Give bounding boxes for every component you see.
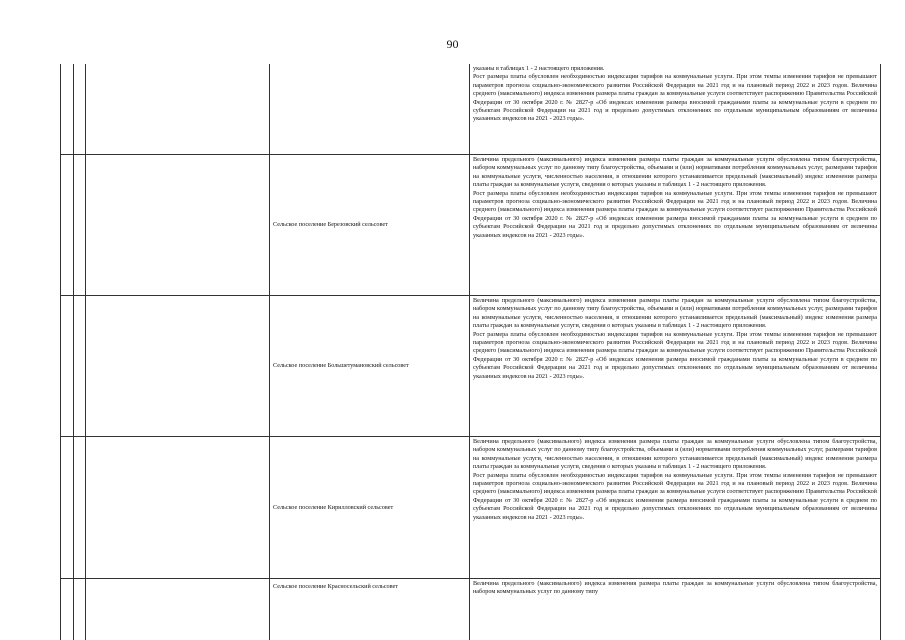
limit-index-text: Величина предельного (максимального) индекса изменения размера платы граждан за коммунальные услуги обусловлена типом благоустройства, набором коммунальных услуг по данному типу благоустройства, объемами и (или) нормативами потребления коммунальных услуг, размерами тарифов на коммунальные услуги, численностью населения, в отношении которого устанавливается предельный (максимальный) индекс изменения размера платы граждан за коммунальные услуги, сведения о которых указаны в таблицах 1 - 2 настоящего приложения. [473, 297, 877, 330]
settlement-name: Сельское поселение Березовский сельсовет [273, 221, 388, 229]
row-description [473, 297, 877, 381]
table-row [61, 155, 880, 296]
tariff-index-table [60, 64, 881, 640]
settlement-name: Сельское поселение Кирилловский сельсовет [273, 503, 394, 511]
tariff-growth-text: Рост размера платы обусловлен необходимостью индексации тарифов на коммунальные услуги. При этом темпы изменения тарифов не превышают параметров прогноза социально-экономического развития Российской Федерации на 2021 год и на плановый период 2022 и 2023 годов. Величина среднего (максимального) индекса изменения размера платы граждан за коммунальные услуги соответствует распоряжению Правительства Российской Федерации от 30 октября 2020 г. № 2827-р «Об индексах изменения размера вносимой гражданами платы за коммунальные услуги в среднем по субъектам Российской Федерации на 2021 год и предельно допустимых отклонениях по отдельным муниципальным образованиям от величины указанных индексов на 2021 - 2023 годы». [473, 73, 877, 123]
row-description [473, 580, 877, 597]
table-row [61, 64, 880, 155]
table-row [61, 296, 880, 437]
tariff-growth-text: Рост размера платы обусловлен необходимостью индексации тарифов на коммунальные услуги. При этом темпы изменения тарифов не превышают параметров прогноза социально-экономического развития Российской Федерации на 2021 год и на плановый период 2022 и 2023 годов. Величина среднего (максимального) индекса изменения размера платы граждан за коммунальные услуги соответствует распоряжению Правительства Российской Федерации от 30 октября 2020 г. № 2827-р «Об индексах изменения размера вносимой гражданами платы за коммунальные услуги в среднем по субъектам Российской Федерации на 2021 год и предельно допустимых отклонениях по отдельным муниципальным образованиям от величины указанных индексов на 2021 - 2023 годы». [473, 189, 877, 239]
limit-index-text: Величина предельного (максимального) индекса изменения размера платы граждан за коммунальные услуги обусловлена типом благоустройства, набором коммунальных услуг по данному типу [473, 580, 877, 596]
table-row [61, 579, 880, 640]
table-reference-text: указаны в таблицах 1 - 2 настоящего приложения. [473, 65, 605, 72]
limit-index-text: Величина предельного (максимального) индекса изменения размера платы граждан за коммунальные услуги обусловлена типом благоустройства, набором коммунальных услуг по данному типу благоустройства, объемами и (или) нормативами потребления коммунальных услуг, размерами тарифов на коммунальные услуги, численностью населения, в отношении которого устанавливается предельный (максимальный) индекс изменения размера платы граждан за коммунальные услуги, сведения о которых указаны в таблицах 1 - 2 настоящего приложения. [473, 438, 877, 471]
settlement-name: Сельское поселение Большетумановский сельсовет [273, 362, 409, 370]
row-description [473, 156, 877, 240]
table-row [61, 437, 880, 579]
settlement-name: Сельское поселение Красносельский сельсовет [273, 583, 398, 590]
row-description [473, 65, 877, 124]
limit-index-text: Величина предельного (максимального) индекса изменения размера платы граждан за коммунальные услуги обусловлена типом благоустройства, набором коммунальных услуг по данному типу благоустройства, объемами и (или) нормативами потребления коммунальных услуг, размерами тарифов на коммунальные услуги, численностью населения, в отношении которого устанавливается предельный (максимальный) индекс изменения размера платы граждан за коммунальные услуги, сведения о которых указаны в таблицах 1 - 2 настоящего приложения. [473, 156, 877, 189]
row-description [473, 438, 877, 522]
tariff-growth-text: Рост размера платы обусловлен необходимостью индексации тарифов на коммунальные услуги. При этом темпы изменения тарифов не превышают параметров прогноза социально-экономического развития Российской Федерации на 2021 год и на плановый период 2022 и 2023 годов. Величина среднего (максимального) индекса изменения размера платы граждан за коммунальные услуги соответствует распоряжению Правительства Российской Федерации от 30 октября 2020 г. № 2827-р «Об индексах изменения размера вносимой гражданами платы за коммунальные услуги в среднем по субъектам Российской Федерации на 2021 год и предельно допустимых отклонениях по отдельным муниципальным образованиям от величины указанных индексов на 2021 - 2023 годы». [473, 330, 877, 380]
tariff-growth-text: Рост размера платы обусловлен необходимостью индексации тарифов на коммунальные услуги. При этом темпы изменения тарифов не превышают параметров прогноза социально-экономического развития Российской Федерации на 2021 год и на плановый период 2022 и 2023 годов. Величина среднего (максимального) индекса изменения размера платы граждан за коммунальные услуги соответствует распоряжению Правительства Российской Федерации от 30 октября 2020 г. № 2827-р «Об индексах изменения размера вносимой гражданами платы за коммунальные услуги в среднем по субъектам Российской Федерации на 2021 год и предельно допустимых отклонениях по отдельным муниципальным образованиям от величины указанных индексов на 2021 - 2023 годы». [473, 471, 877, 521]
page-number: 90 [446, 37, 459, 51]
